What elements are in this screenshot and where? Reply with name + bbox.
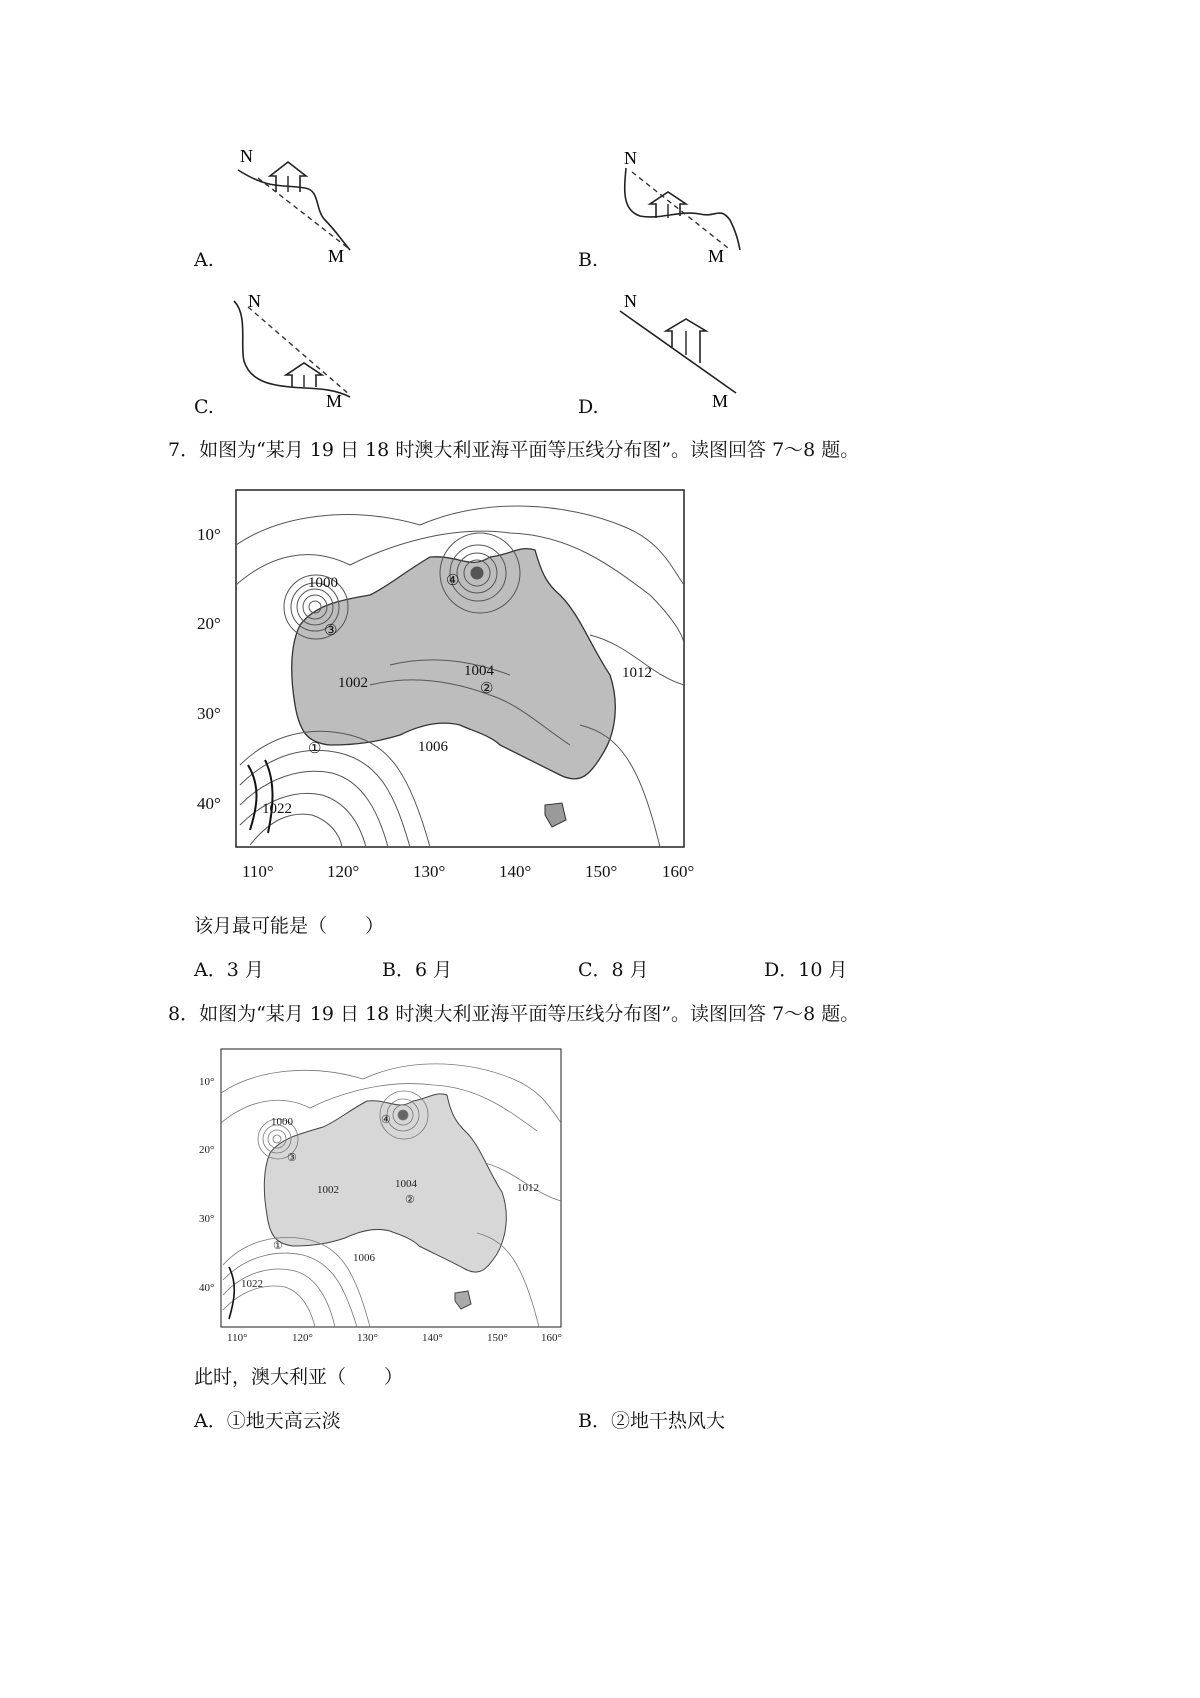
option-c-label: C.	[194, 396, 214, 418]
label-n: N	[248, 291, 261, 311]
option-b-label: B.	[578, 249, 599, 271]
lat-label: 20°	[199, 1144, 215, 1156]
slope-diagram-b	[600, 140, 780, 280]
q8-choice-b[interactable]: B．②地干热风大	[578, 1410, 725, 1432]
isobar-label: 1022	[262, 801, 292, 817]
lat-label: 10°	[197, 525, 221, 544]
isobar-label: 1012	[622, 665, 652, 681]
q8-stem: 8．如图为“某月 19 日 18 时澳大利亚海平面等压线分布图”。读图回答 7～8 题。	[168, 1003, 860, 1025]
point-label: ④	[381, 1114, 391, 1126]
lat-label: 30°	[199, 1213, 215, 1225]
option-a-figure	[200, 140, 380, 280]
slope-diagram-d	[600, 285, 780, 425]
label-m: M	[328, 246, 345, 266]
lon-label: 150°	[487, 1332, 508, 1344]
lon-label: 160°	[541, 1332, 562, 1344]
lat-label: 30°	[197, 704, 221, 723]
isobar-label: 1004	[464, 663, 494, 679]
q7-question: 该月最可能是（ ）	[194, 915, 385, 937]
isobar-map-2	[195, 1045, 575, 1345]
option-b-figure	[600, 140, 780, 280]
q7-choice-c[interactable]: C．8 月	[578, 959, 649, 981]
option-c-figure	[200, 285, 380, 425]
point-label: ③	[324, 623, 338, 639]
point-label: ③	[287, 1152, 297, 1164]
lat-label: 40°	[199, 1282, 215, 1294]
lon-label: 110°	[242, 862, 274, 881]
q8-question: 此时，澳大利亚（ ）	[194, 1366, 404, 1388]
isobar-label: 1002	[338, 675, 368, 691]
label-n: N	[240, 146, 253, 166]
lon-label: 130°	[357, 1332, 378, 1344]
slope-diagram-a	[200, 140, 380, 280]
label-n: N	[624, 148, 637, 168]
point-label: ②	[480, 681, 494, 697]
label-m: M	[712, 391, 729, 411]
point-label: ②	[405, 1194, 415, 1206]
lon-label: 130°	[413, 862, 446, 881]
option-d-label: D.	[578, 396, 599, 418]
option-d-figure	[600, 285, 780, 425]
lon-label: 160°	[662, 862, 695, 881]
isobar-label: 1002	[317, 1184, 339, 1196]
isobar-label: 1022	[241, 1278, 263, 1290]
q7-choice-b[interactable]: B．6 月	[382, 959, 453, 981]
lat-label: 20°	[197, 614, 221, 633]
point-label: ①	[273, 1240, 283, 1252]
lon-label: 140°	[422, 1332, 443, 1344]
lon-label: 150°	[585, 862, 618, 881]
lat-label: 40°	[197, 794, 221, 813]
lon-label: 120°	[327, 862, 360, 881]
isobar-label: 1012	[517, 1182, 539, 1194]
q7-stem: 7．如图为“某月 19 日 18 时澳大利亚海平面等压线分布图”。读图回答 7～8 题。	[168, 439, 860, 461]
q7-choice-a[interactable]: A．3 月	[194, 959, 264, 981]
label-n: N	[624, 291, 637, 311]
isobar-label: 1000	[308, 575, 338, 591]
lon-label: 120°	[292, 1332, 313, 1344]
isobar-label: 1004	[395, 1178, 417, 1190]
isobar-label: 1006	[418, 739, 448, 755]
option-a-label: A.	[194, 249, 214, 271]
lat-label: 10°	[199, 1076, 215, 1088]
label-m: M	[708, 246, 725, 266]
lon-label: 140°	[499, 862, 532, 881]
label-m: M	[326, 391, 343, 411]
lon-label: 110°	[227, 1332, 248, 1344]
isobar-label: 1000	[271, 1116, 293, 1128]
q8-choice-a[interactable]: A．①地天高云淡	[194, 1410, 341, 1432]
isobar-label: 1006	[353, 1252, 375, 1264]
slope-diagram-c	[200, 285, 380, 425]
map-figure-2	[195, 1045, 575, 1345]
point-label: ①	[308, 741, 322, 757]
point-label: ④	[446, 573, 460, 589]
isobar-map-1	[190, 485, 700, 885]
q7-choice-d[interactable]: D．10 月	[764, 959, 848, 981]
map-figure-1	[190, 485, 700, 885]
